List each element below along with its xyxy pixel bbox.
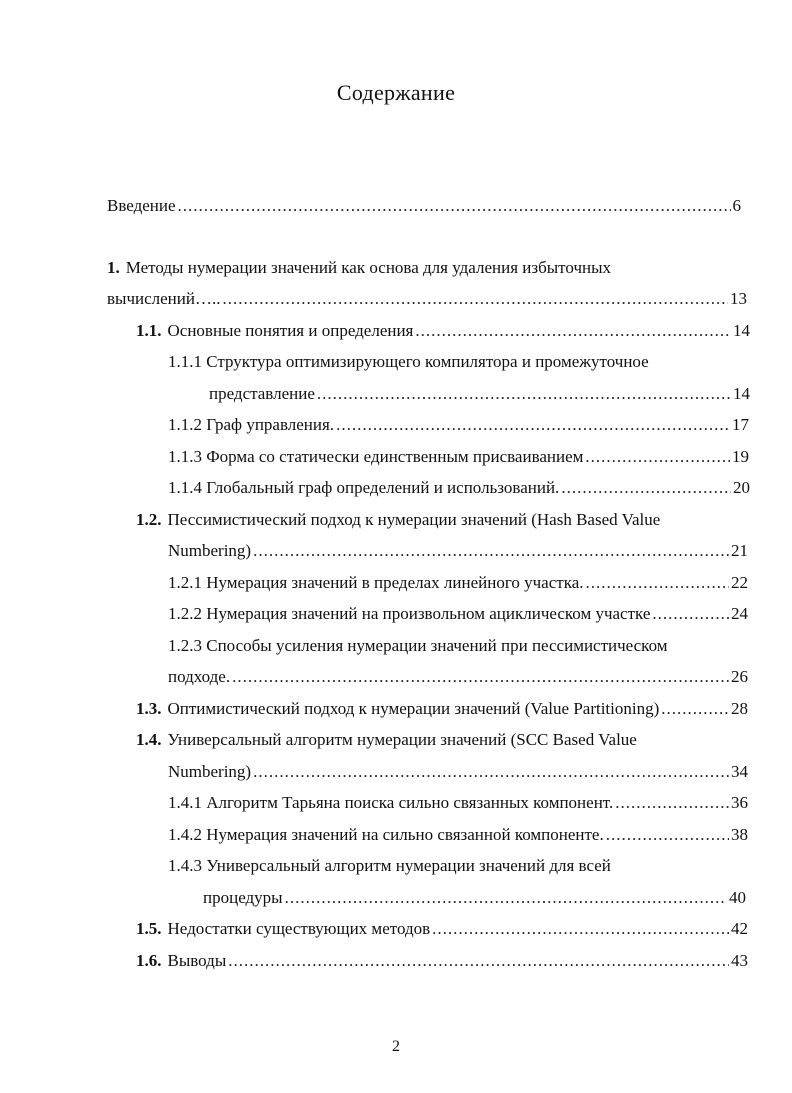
toc-entry-1-4-2 xyxy=(168,824,748,846)
toc-entry-1-1 xyxy=(136,320,750,342)
toc-entry-page: 17 xyxy=(732,415,749,434)
toc-entry-page: 24 xyxy=(731,604,748,623)
toc-entry-text: Выводы xyxy=(167,951,227,970)
toc-entry-page: 13 xyxy=(730,289,747,308)
leader-dots xyxy=(432,918,729,940)
toc-entry-text: 1.4.2 Нумерация значений на сильно связанной компоненте. xyxy=(168,825,604,844)
toc-entry-1-2-1 xyxy=(168,572,748,594)
toc-entry-page: 43 xyxy=(731,951,748,970)
page-number: 2 xyxy=(392,1038,400,1055)
toc-entry-text: Недостатки существующих методов xyxy=(167,919,431,938)
leader-dots xyxy=(253,761,729,783)
toc-entry-1-4-3 xyxy=(168,855,611,877)
toc-entry-page: 36 xyxy=(731,793,748,812)
toc-entry-1-2-2 xyxy=(168,603,748,625)
toc-entry-text: 1.2.1 Нумерация значений в пределах линейного участка. xyxy=(168,573,584,592)
toc-entry-text: вычислений….. xyxy=(107,289,221,308)
toc-entry-text: Методы нумерации значений как основа для удаления избыточных xyxy=(125,258,612,277)
toc-entry-page: 26 xyxy=(731,667,748,686)
toc-entry-page: 14 xyxy=(733,384,750,403)
toc-entry-number: 1.1. xyxy=(136,321,162,340)
toc-entry-number: 1.5. xyxy=(136,919,162,938)
toc-entry-text: Numbering) xyxy=(168,762,252,781)
toc-entry-page: 42 xyxy=(731,919,748,938)
toc-entry-text: 1.1.3 Форма со статически единственным присваиванием xyxy=(168,447,584,466)
leader-dots xyxy=(585,446,730,468)
toc-entry-1-2-3-cont xyxy=(168,666,748,688)
toc-entry-text: Оптимистический подход к нумерации значений (Value Partitioning) xyxy=(167,699,660,718)
toc-entry-1-1-2 xyxy=(168,414,749,436)
toc-entry-1-1-3 xyxy=(168,446,749,468)
toc-entry-text: 1.2.2 Нумерация значений на произвольном ациклическом участке xyxy=(168,604,651,623)
leader-dots xyxy=(253,540,729,562)
leader-dots xyxy=(317,383,731,405)
toc-entry-number: 1.3. xyxy=(136,699,162,718)
leader-dots xyxy=(415,320,731,342)
toc-entry-1-2 xyxy=(136,509,660,531)
toc-entry-text: Универсальный алгоритм нумерации значений (SCC Based Value xyxy=(167,730,637,749)
toc-entry-1-4-1 xyxy=(168,792,748,814)
toc-entry-text: 1.4.1 Алгоритм Тарьяна поиска сильно связанных компонент. xyxy=(168,793,614,812)
leader-dots xyxy=(232,666,729,688)
toc-entry-number: 1.6. xyxy=(136,951,162,970)
toc-entry-page: 34 xyxy=(731,762,748,781)
toc-entry-1-3 xyxy=(136,698,748,720)
toc-entry-number: 1. xyxy=(107,258,120,277)
toc-entry-page: 21 xyxy=(731,541,748,560)
toc-entry-text: 1.4.3 Универсальный алгоритм нумерации значений для всей xyxy=(168,856,611,875)
toc-entry-text: 1.1.1 Структура оптимизирующего компилятора и промежуточное xyxy=(168,352,649,371)
toc-entry-chapter-1-cont xyxy=(107,288,747,310)
leader-dots xyxy=(661,698,729,720)
toc-entry-1-1-1-cont xyxy=(209,383,750,405)
toc-entry-number: 1.2. xyxy=(136,510,162,529)
toc-entry-1-1-1 xyxy=(168,351,649,373)
toc-entry-chapter-1 xyxy=(107,257,611,279)
toc-entry-page: 6 xyxy=(732,196,741,215)
toc-entry-1-4-cont xyxy=(168,761,748,783)
leader-dots xyxy=(222,288,728,310)
leader-dots xyxy=(561,477,731,499)
leader-dots xyxy=(178,195,731,217)
toc-entry-page: 22 xyxy=(731,573,748,592)
toc-entry-1-1-4 xyxy=(168,477,750,499)
toc-entry-text: Numbering) xyxy=(168,541,252,560)
toc-entry-page: 38 xyxy=(731,825,748,844)
toc-entry-number: 1.4. xyxy=(136,730,162,749)
toc-entry-text: процедуры xyxy=(203,888,283,907)
leader-dots xyxy=(336,414,730,436)
toc-entry-1-5 xyxy=(136,918,748,940)
toc-entry-page: 19 xyxy=(732,447,749,466)
toc-entry-text: 1.1.4 Глобальный граф определений и использований. xyxy=(168,478,560,497)
leader-dots xyxy=(652,603,729,625)
toc-entry-page: 14 xyxy=(733,321,750,340)
toc-entry-1-4 xyxy=(136,729,637,751)
toc-entry-text: Пессимистический подход к нумерации значений (Hash Based Value xyxy=(167,510,661,529)
toc-entry-1-2-3 xyxy=(168,635,668,657)
toc-entry-text: Введение xyxy=(107,196,176,215)
toc-entry-page: 20 xyxy=(733,478,750,497)
toc-entry-text: Основные понятия и определения xyxy=(167,321,414,340)
leader-dots xyxy=(606,824,729,846)
toc-entry-page: 28 xyxy=(731,699,748,718)
leader-dots xyxy=(228,950,729,972)
toc-entry-text: представление xyxy=(209,384,315,403)
toc-entry-text: 1.2.3 Способы усиления нумерации значений при пессимистическом xyxy=(168,636,668,655)
leader-dots xyxy=(615,792,729,814)
leader-dots xyxy=(285,887,727,909)
toc-entry-intro xyxy=(107,195,741,217)
toc-entry-1-4-3-cont xyxy=(203,887,746,909)
toc-entry-page: 40 xyxy=(729,888,746,907)
toc-entry-text: 1.1.2 Граф управления. xyxy=(168,415,335,434)
toc-entry-text: подходе. xyxy=(168,667,231,686)
toc-entry-1-6 xyxy=(136,950,748,972)
page-title: Содержание xyxy=(336,80,456,105)
leader-dots xyxy=(586,572,730,594)
toc-entry-1-2-cont xyxy=(168,540,748,562)
